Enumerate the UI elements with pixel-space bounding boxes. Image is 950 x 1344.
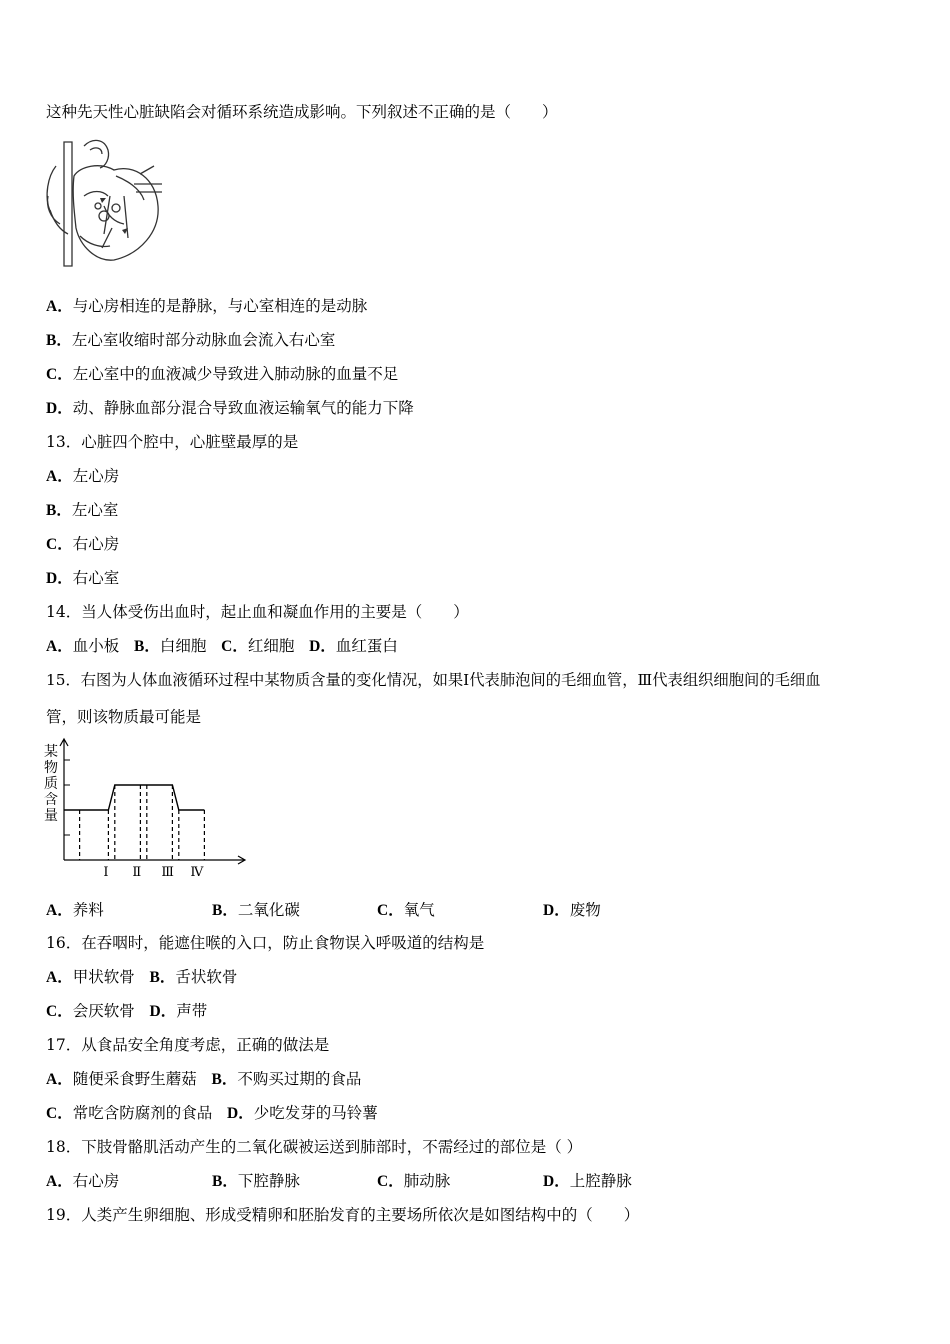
- q16-stem: 16．在吞咽时，能遮住喉的入口，防止食物误入呼吸道的结构是: [46, 934, 485, 952]
- q15-option-a[interactable]: A．养料: [46, 901, 104, 919]
- q14-option-b[interactable]: B．白细胞: [134, 637, 207, 655]
- q15-option-c[interactable]: C．氧气: [377, 901, 435, 919]
- q12-option-c[interactable]: C．左心室中的血液减少导致进入肺动脉的血量不足: [46, 365, 399, 383]
- q13-option-b[interactable]: B．左心室: [46, 501, 119, 519]
- q17-option-a[interactable]: A．随便采食野生蘑菇: [46, 1070, 197, 1088]
- q15-option-b[interactable]: B．二氧化碳: [212, 901, 300, 919]
- q16-options-row1: [46, 967, 237, 988]
- chart-ylabel-char: 某: [44, 744, 58, 760]
- q18-options: [46, 1171, 906, 1191]
- chart-xtick-label: Ⅱ: [132, 865, 142, 880]
- q13-stem: 13．心脏四个腔中，心脏壁最厚的是: [46, 433, 299, 451]
- q18-option-a[interactable]: A．右心房: [46, 1172, 120, 1190]
- q12-option-d[interactable]: D．动、静脉血部分混合导致血液运输氧气的能力下降: [46, 399, 414, 417]
- q14-option-c[interactable]: C．红细胞: [221, 637, 295, 655]
- chart-xtick-label: Ⅰ: [103, 865, 109, 880]
- q16-option-b[interactable]: B．舌状软骨: [149, 968, 238, 986]
- q16-option-d[interactable]: D．声带: [149, 1002, 208, 1020]
- chart-xtick-label: Ⅳ: [190, 865, 204, 880]
- q18-option-d[interactable]: D．上腔静脉: [543, 1172, 632, 1190]
- q17-option-d[interactable]: D．少吃发芽的马铃薯: [227, 1104, 378, 1122]
- q15-option-d[interactable]: D．废物: [543, 901, 601, 919]
- q13-option-a[interactable]: A．左心房: [46, 467, 120, 485]
- chart-ylabel-char: 物: [44, 760, 58, 776]
- q12-option-a[interactable]: A．与心房相连的是静脉，与心室相连的是动脉: [46, 297, 368, 315]
- q15-chart: [40, 736, 255, 882]
- q12-option-b[interactable]: B．左心室收缩时部分动脉血会流入右心室: [46, 331, 336, 349]
- q15-stem-line1: 15．右图为人体血液循环过程中某物质含量的变化情况，如果Ⅰ代表肺泡间的毛细血管，Ⅲ代表组织细胞间的毛细血: [46, 671, 821, 689]
- q18-stem: 18．下肢骨骼肌活动产生的二氧化碳被运送到肺部时，不需经过的部位是（ ）: [46, 1138, 583, 1156]
- q15-options: [46, 900, 906, 920]
- q15-stem-line2: 管，则该物质最可能是: [46, 708, 202, 726]
- q14-option-a[interactable]: A．血小板: [46, 637, 120, 655]
- q18-option-c[interactable]: C．肺动脉: [377, 1172, 451, 1190]
- q16-option-a[interactable]: A．甲状软骨: [46, 968, 135, 986]
- q17-option-b[interactable]: B．不购买过期的食品: [211, 1070, 362, 1088]
- q12-stem: 这种先天性心脏缺陷会对循环系统造成影响。下列叙述不正确的是（ ）: [46, 103, 558, 121]
- q13-option-d[interactable]: D．右心室: [46, 569, 120, 587]
- q19-stem: 19．人类产生卵细胞、形成受精卵和胚胎发育的主要场所依次是如图结构中的（ ）: [46, 1206, 640, 1224]
- q17-stem: 17．从食品安全角度考虑，正确的做法是: [46, 1036, 330, 1054]
- q16-options-row2: [46, 1001, 207, 1022]
- q13-option-c[interactable]: C．右心房: [46, 535, 120, 553]
- q14-options: [46, 636, 398, 657]
- chart-ylabel-char: 含: [44, 792, 58, 808]
- q17-options-row2: [46, 1103, 378, 1124]
- q14-option-d[interactable]: D．血红蛋白: [309, 637, 398, 655]
- q17-option-c[interactable]: C．常吃含防腐剂的食品: [46, 1104, 213, 1122]
- q18-option-b[interactable]: B．下腔静脉: [212, 1172, 300, 1190]
- q17-options-row1: [46, 1069, 361, 1090]
- chart-ylabel-char: 量: [44, 808, 58, 824]
- chart-xtick-label: Ⅲ: [161, 865, 174, 880]
- heart-figure: [44, 136, 168, 270]
- chart-series-line: [64, 785, 204, 810]
- q14-stem: 14．当人体受伤出血时，起止血和凝血作用的主要是（ ）: [46, 603, 469, 621]
- q16-option-c[interactable]: C．会厌软骨: [46, 1002, 135, 1020]
- chart-ylabel-char: 质: [44, 776, 58, 792]
